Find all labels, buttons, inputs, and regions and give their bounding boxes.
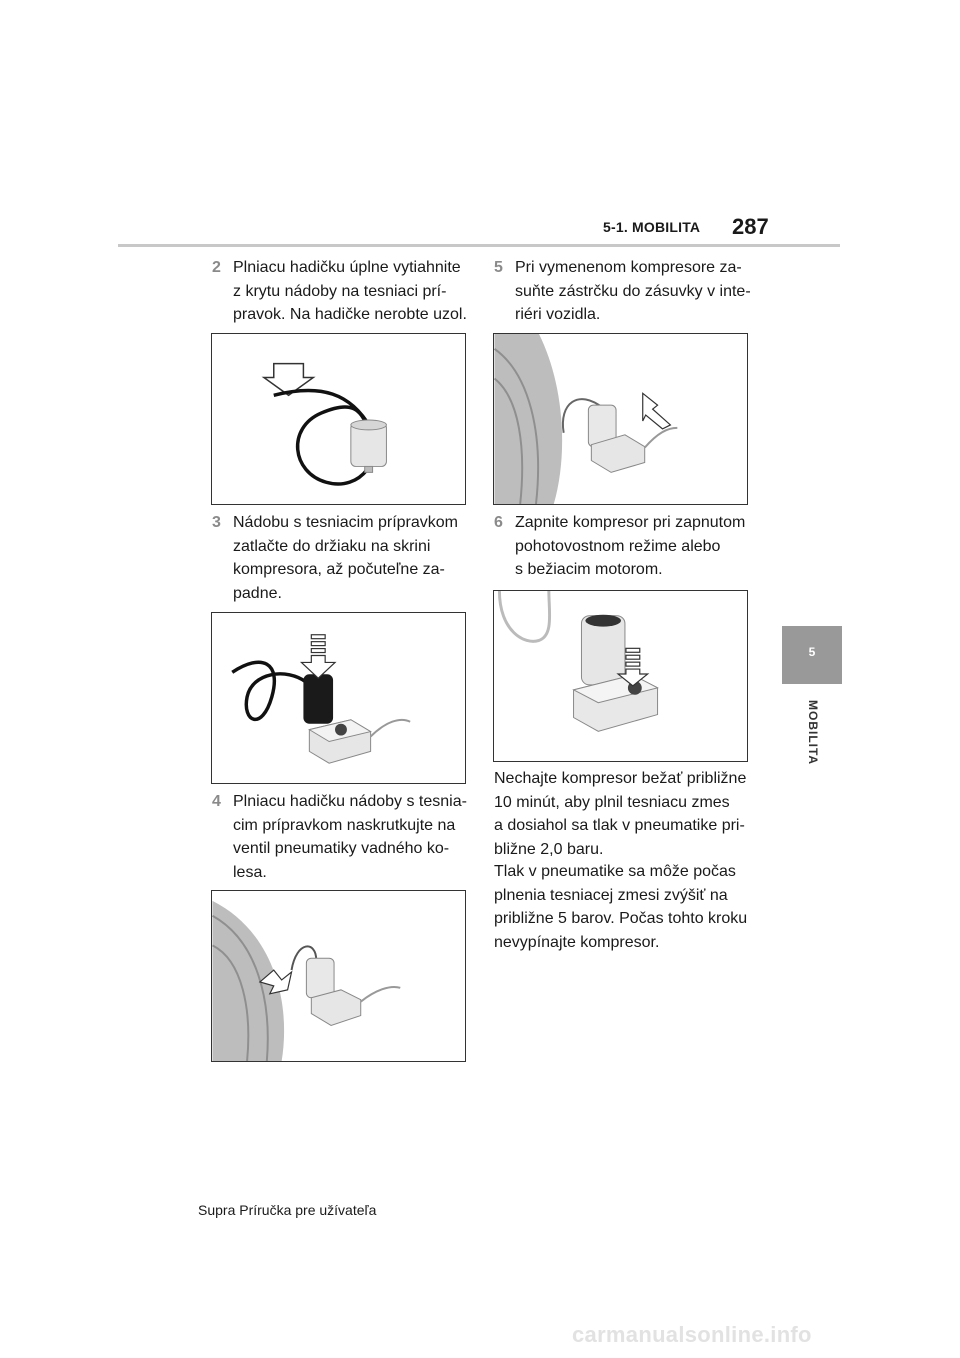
figure-hose-unwound: [211, 333, 466, 505]
chapter-tab: [782, 626, 842, 684]
step-text: Pri vymenenom kompresore za- suňte zástrčku do zásuvky v inte- riéri vozidla.: [515, 259, 751, 323]
step-text: Plniacu hadičku úplne vytiahnite z krytu nádoby na tesniaci prí- pravok. Na hadičke nerobte uzol.: [233, 259, 467, 323]
chapter-label: MOBILITA: [806, 700, 820, 766]
figure-hose-to-valve: [211, 890, 466, 1062]
chapter-number: 5: [808, 645, 816, 659]
footer-manual-title: Supra Príručka pre užívateľa: [198, 1202, 377, 1218]
page-number: 287: [732, 214, 769, 239]
section-title: 5-1. MOBILITA: [603, 219, 701, 235]
step-text: Plniacu hadičku nádoby s tesnia- cim prípravkom naskrutkujte na ventil pneumatiky vadného ko- lesa.: [233, 793, 467, 881]
figure-plug-into-socket: [493, 333, 748, 505]
watermark: carmanualsonline.info: [572, 1322, 812, 1347]
step-text: Nádobu s tesniacim prípravkom zatlačte do držiaku na skrini kompresora, až počuteľne za- padne.: [233, 514, 458, 602]
header-divider: [118, 244, 840, 247]
step-number: 6: [494, 514, 503, 531]
figure-bottle-into-compressor: [211, 612, 466, 784]
step-text: Zapnite kompresor pri zapnutom pohotovostnom režime alebo s bežiacim motorom.: [515, 514, 746, 578]
step-number: 4: [212, 793, 221, 810]
step-number: 2: [212, 259, 221, 276]
step-number: 5: [494, 259, 503, 276]
paragraph-run-time: Nechajte kompresor bežať približne 10 minút, aby plnil tesniacu zmes a dosiahol sa tlak v pneumatike pri- bližne 2,0 baru.: [494, 770, 747, 858]
paragraph-pressure-note: Tlak v pneumatike sa môže počas plnenia tesniacej zmesi zvýšiť na približne 5 barov. Počas tohto kroku nevypínajte kompresor.: [494, 863, 748, 951]
step-number: 3: [212, 514, 221, 531]
figure-compressor-switch: [493, 590, 748, 762]
